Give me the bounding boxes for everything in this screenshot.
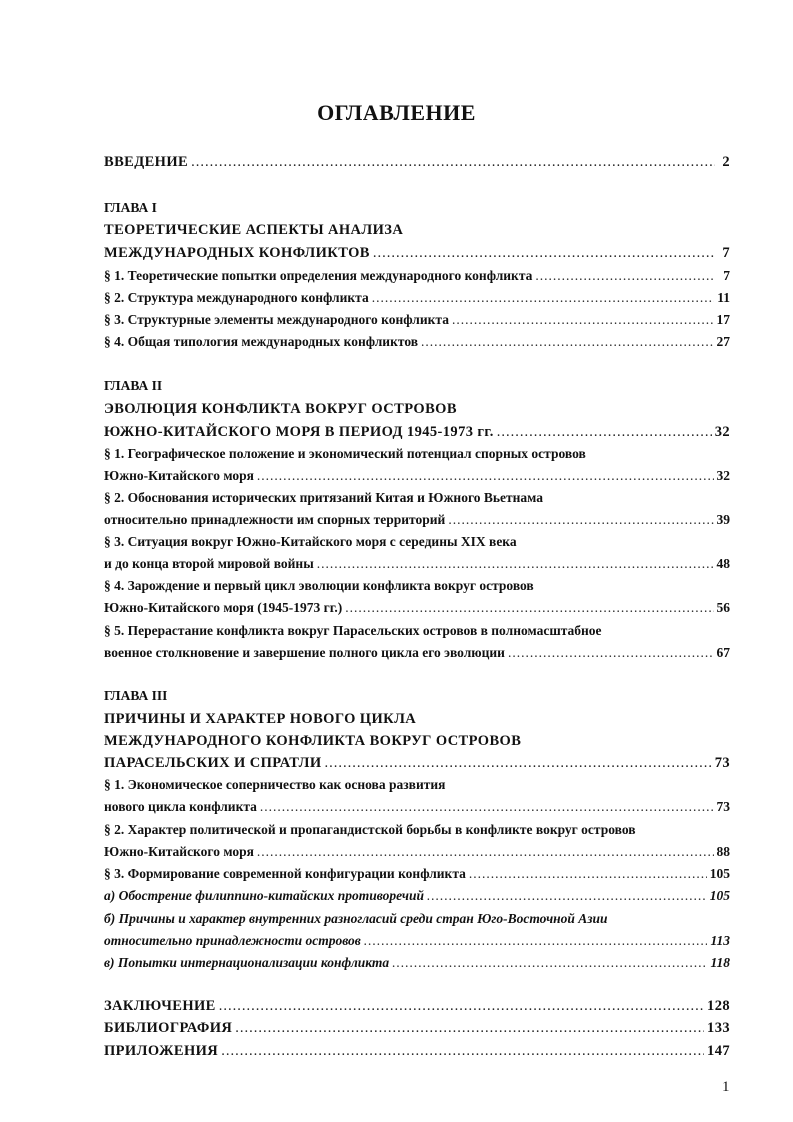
chapter-2-title-line2: ЮЖНО-КИТАЙСКОГО МОРЯ В ПЕРИОД 1945-1973 гг. ..... 32 xyxy=(104,422,730,442)
leader-dots xyxy=(317,554,714,574)
toc-entry: военное столкновение и завершение полного цикла его эволюции ..... 67 xyxy=(104,643,730,663)
toc-entry: б) Причины и характер внутренних разногласий среди стран Юго-Восточной Азии xyxy=(104,911,608,926)
leader-dots xyxy=(219,996,704,1016)
chapter-3-title-line1: ПРИЧИНЫ И ХАРАКТЕР НОВОГО ЦИКЛА xyxy=(104,711,417,727)
chapter-1-title-line2: МЕЖДУНАРОДНЫХ КОНФЛИКТОВ ..... 7 xyxy=(104,243,730,263)
toc-entry: Южно-Китайского моря (1945-1973 гг.) ..... 56 xyxy=(104,598,730,618)
page-ref: 88 xyxy=(716,844,730,859)
toc-entry: § 2. Характер политической и пропагандистской борьбы в конфликте вокруг островов xyxy=(104,822,636,837)
toc-entry: Южно-Китайского моря ..... 88 xyxy=(104,842,730,862)
chapter-3-title-line2: МЕЖДУНАРОДНОГО КОНФЛИКТА ВОКРУГ ОСТРОВОВ xyxy=(104,733,522,749)
page-ref: 32 xyxy=(716,468,730,483)
toc-entry: § 4. Общая типология международных конфликтов ..... 27 xyxy=(104,332,730,352)
page-ref: 128 xyxy=(707,998,730,1014)
chapter-2-heading: ГЛАВА II xyxy=(104,378,163,393)
leader-dots xyxy=(372,288,715,308)
leader-dots xyxy=(392,953,707,973)
chapter-3-heading: ГЛАВА III xyxy=(104,688,168,703)
leader-dots xyxy=(260,797,714,817)
toc-entry-conclusion: ЗАКЛЮЧЕНИЕ ..... 128 xyxy=(104,996,730,1016)
toc-entry: а) Обострение филиппино-китайских противоречий ..... 105 xyxy=(104,886,730,906)
toc-entry: § 3. Формирование современной конфигурации конфликта ..... 105 xyxy=(104,864,730,884)
leader-dots xyxy=(325,753,712,773)
page-ref: 7 xyxy=(723,268,730,283)
leader-dots xyxy=(364,931,708,951)
leader-dots xyxy=(508,643,714,663)
toc-entry-appendix: ПРИЛОЖЕНИЯ ..... 147 xyxy=(104,1041,730,1061)
leader-dots xyxy=(452,310,714,330)
page-ref: 11 xyxy=(717,290,730,305)
page-ref: 27 xyxy=(716,334,730,349)
page-ref: 56 xyxy=(716,600,730,615)
toc-entry: § 5. Перерастание конфликта вокруг Парасельских островов в полномасштабное xyxy=(104,623,602,638)
page-ref: 2 xyxy=(722,154,730,170)
toc-entry: относительно принадлежности им спорных территорий ..... 39 xyxy=(104,510,730,530)
page-ref: 73 xyxy=(714,755,730,771)
toc-entry: § 1. Экономическое соперничество как основа развития xyxy=(104,777,446,792)
page-ref: 113 xyxy=(710,933,730,948)
leader-dots xyxy=(235,1018,704,1038)
page-ref: 7 xyxy=(722,245,730,261)
chapter-2-title-line1: ЭВОЛЮЦИЯ КОНФЛИКТА ВОКРУГ ОСТРОВОВ xyxy=(104,401,457,417)
leader-dots xyxy=(469,864,707,884)
toc-entry: нового цикла конфликта ..... 73 xyxy=(104,797,730,817)
toc-entry: § 3. Ситуация вокруг Южно-Китайского моря с середины XIX века xyxy=(104,534,517,549)
page-number: 1 xyxy=(722,1079,730,1095)
leader-dots xyxy=(257,842,714,862)
toc-entry: § 1. Географическое положение и экономический потенциал спорных островов xyxy=(104,446,586,461)
page-ref: 105 xyxy=(709,866,730,881)
chapter-3-title-line3: ПАРАСЕЛЬСКИХ И СПРАТЛИ ..... 73 xyxy=(104,753,730,773)
toc-entry: § 2. Структура международного конфликта ..... 11 xyxy=(104,288,730,308)
page-ref: 133 xyxy=(707,1020,730,1036)
leader-dots xyxy=(427,886,707,906)
page-ref: 17 xyxy=(716,312,730,327)
page-ref: 118 xyxy=(710,955,730,970)
toc-entry: в) Попытки интернационализации конфликта ..... 118 xyxy=(104,953,730,973)
leader-dots xyxy=(448,510,713,530)
toc-entry: § 1. Теоретические попытки определения международного конфликта ..... 7 xyxy=(104,266,730,286)
toc-entry: § 4. Зарождение и первый цикл эволюции конфликта вокруг островов xyxy=(104,578,534,593)
leader-dots xyxy=(345,598,713,618)
leader-dots xyxy=(221,1041,704,1061)
leader-dots xyxy=(421,332,713,352)
page-ref: 73 xyxy=(716,799,730,814)
toc-entry: и до конца второй мировой войны ..... 48 xyxy=(104,554,730,574)
toc-entry: § 2. Обоснования исторических притязаний Китая и Южного Вьетнама xyxy=(104,490,544,505)
page-ref: 105 xyxy=(709,888,730,903)
page-ref: 39 xyxy=(716,512,730,527)
toc-entry-intro: ВВЕДЕНИЕ ..... 2 xyxy=(104,152,730,172)
toc-entry: относительно принадлежности островов ..... 113 xyxy=(104,931,730,951)
page-title: ОГЛАВЛЕНИЕ xyxy=(317,100,476,125)
toc-entry-bibliography: БИБЛИОГРАФИЯ ..... 133 xyxy=(104,1018,730,1038)
chapter-1-title-line1: ТЕОРЕТИЧЕСКИЕ АСПЕКТЫ АНАЛИЗА xyxy=(104,222,404,238)
leader-dots xyxy=(535,266,715,286)
toc-entry: § 3. Структурные элементы международного конфликта ..... 17 xyxy=(104,310,730,330)
leader-dots xyxy=(257,466,714,486)
page-ref: 32 xyxy=(714,424,730,440)
page-ref: 48 xyxy=(716,556,730,571)
leader-dots xyxy=(497,422,712,442)
leader-dots xyxy=(191,152,715,172)
page-ref: 67 xyxy=(716,645,730,660)
leader-dots xyxy=(373,243,715,263)
page-ref: 147 xyxy=(707,1043,730,1059)
toc-entry: Южно-Китайского моря ..... 32 xyxy=(104,466,730,486)
chapter-1-heading: ГЛАВА I xyxy=(104,200,157,215)
